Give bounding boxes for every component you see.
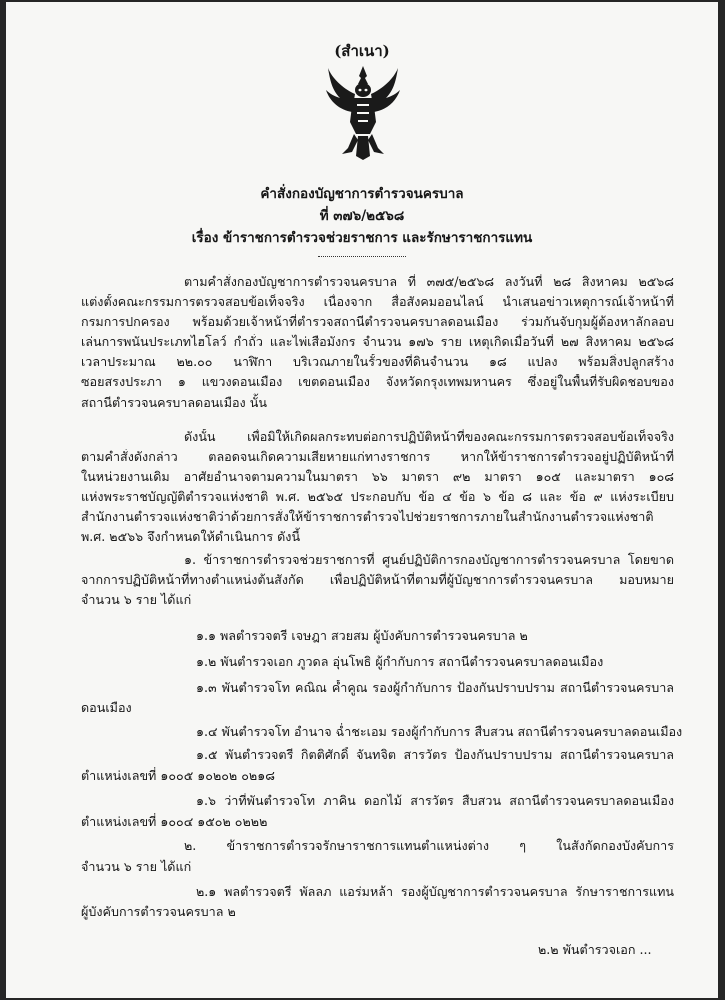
list-item: ตำแหน่งเลขที่ ๑๐๐๕ ๑๐๒๐๒ ๐๒๑๘ [81, 768, 275, 783]
body-line: จากการปฏิบัติหน้าที่ทางตำแหน่งต้นสังกัด เพื่อปฏิบัติหน้าที่ตามที่ผู้บัญชาการตำรวจนครบาล มอบหมาย [81, 572, 674, 587]
order-number: ที่ ๓๗๖/๒๕๖๘ [319, 208, 405, 224]
body-line: ในหน่วยงานเดิม อาศัยอำนาจตามความในมาตรา ๖๖ มาตรา ๙๒ มาตรา ๑๐๕ และมาตรา ๑๐๘ [81, 469, 674, 484]
body-line: ๒. ข้าราชการตำรวจรักษาราชการแทนตำแหน่งต่าง ๆ ในสังกัดกองบังคับการ [184, 838, 674, 853]
body-line: ตามคำสั่งกองบัญชาการตำรวจนครบาล ที่ ๓๗๕/๒๕๖๘ ลงวันที่ ๒๘ สิงหาคม ๒๕๖๘ [184, 274, 674, 289]
list-item: ผู้บังคับการตำรวจนครบาล ๒ [81, 904, 236, 919]
body-line: แห่งพระราชบัญญัติตำรวจแห่งชาติ พ.ศ. ๒๕๖๕ ประกอบกับ ข้อ ๔ ข้อ ๖ ข้อ ๘ และ ข้อ ๙ แห่งระเบียบ [81, 489, 674, 504]
body-line: แต่งตั้งคณะกรรมการตรวจสอบข้อเท็จจริง เนื่องจาก สื่อสังคมออนไลน์ นำเสนอข่าวเหตุการณ์เจ้าหน้าที่ [81, 294, 674, 309]
list-item: ๑.๖ ว่าที่พันตำรวจโท ภาคิน ดอกไม้ สารวัตร สืบสวน สถานีตำรวจนครบาลดอนเมือง [196, 793, 674, 808]
body-line: สำนักงานตำรวจแห่งชาติว่าด้วยการสั่งให้ข้าราชการตำรวจไปช่วยราชการภายในสำนักงานตำรวจแห่งชาติ [81, 509, 654, 524]
list-item: ๑.๕ พันตำรวจตรี กิตติศักดิ์ จันทจิต สารวัตร ป้องกันปราบปราม สถานีตำรวจนครบาล [196, 747, 674, 762]
list-item: ๑.๔ พันตำรวจโท อำนาจ ฉ่ำชะเอม รองผู้กำกับการ สืบสวน สถานีตำรวจนครบาลดอนเมือง [196, 724, 683, 739]
copy-mark: (สำเนา) [334, 42, 390, 60]
list-item: ๒.๑ พลตำรวจตรี พัลลภ แอร่มหล้า รองผู้บัญชาการตำรวจนครบาล รักษาราชการแทน [196, 884, 674, 899]
body-line: พ.ศ. ๒๕๖๖ จึงกำหนดให้ดำเนินการ ดังนี้ [81, 529, 301, 544]
list-item: ๑.๑ พลตำรวจตรี เจษฎา สวยสม ผู้บังคับการตำรวจนครบาล ๒ [196, 628, 528, 643]
body-line: จำนวน ๖ ราย ได้แก่ [81, 592, 192, 607]
body-line: ๑. ข้าราชการตำรวจช่วยราชการที่ ศูนย์ปฏิบัติการกองบัญชาการตำรวจนครบาล โดยขาด [184, 552, 674, 567]
continuation-footer: ๒.๒ พันตำรวจเอก ... [538, 942, 652, 957]
body-line: จำนวน ๖ ราย ได้แก่ [81, 859, 192, 874]
document-page [6, 2, 718, 998]
body-line: เล่นการพนันประเภทไฮโลว์ กำถั่ว และไพ่เสือมังกร จำนวน ๑๗๖ ราย เหตุเกิดเมื่อวันที่ ๒๗ สิงหาคม ๒๕๖๘ [81, 334, 674, 349]
separator-dots [318, 256, 406, 257]
body-line: เวลาประมาณ ๒๒.๐๐ นาฬิกา บริเวณภายในรั้วของที่ดินจำนวน ๑๘ แปลง พร้อมสิ่งปลูกสร้าง [81, 354, 674, 369]
body-line: ดังนั้น เพื่อมิให้เกิดผลกระทบต่อการปฏิบัติหน้าที่ของคณะกรรมการตรวจสอบข้อเท็จจริง [184, 429, 674, 444]
list-item: ๑.๓ พันตำรวจโท คณิณ ค้ำคูณ รองผู้กำกับการ ป้องกันปราบปราม สถานีตำรวจนครบาล [196, 680, 674, 695]
order-subject: เรื่อง ข้าราชการตำรวจช่วยราชการ และรักษาราชการแทน [191, 230, 533, 246]
body-line: สถานีตำรวจนครบาลดอนเมือง นั้น [81, 395, 267, 410]
order-issuer: คำสั่งกองบัญชาการตำรวจนครบาล [260, 186, 464, 202]
body-line: ซอยสรงประภา ๑ แขวงดอนเมือง เขตดอนเมือง จังหวัดกรุงเทพมหานคร ซึ่งอยู่ในพื้นที่รับผิดชอบของ [81, 374, 674, 389]
list-item: ตำแหน่งเลขที่ ๑๐๐๔ ๑๕๐๒ ๐๒๒๒ [81, 814, 268, 829]
list-item: ๑.๒ พันตำรวจเอก ภูวดล อุ่นโพธิ ผู้กำกับการ สถานีตำรวจนครบาลดอนเมือง [196, 654, 604, 669]
body-line: ตามคำสั่งดังกล่าว ตลอดจนเกิดความเสียหายแก่ทางราชการ หากให้ข้าราชการตำรวจอยู่ปฏิบัติหน้าที่ [81, 449, 674, 464]
body-line: กรมการปกครอง พร้อมด้วยเจ้าหน้าที่ตำรวจสถานีตำรวจนครบาลดอนเมือง ร่วมกันจับกุมผู้ต้องหาลักลอบ [81, 314, 674, 329]
list-item: ดอนเมือง [81, 700, 132, 715]
garuda-emblem-icon [324, 64, 402, 160]
